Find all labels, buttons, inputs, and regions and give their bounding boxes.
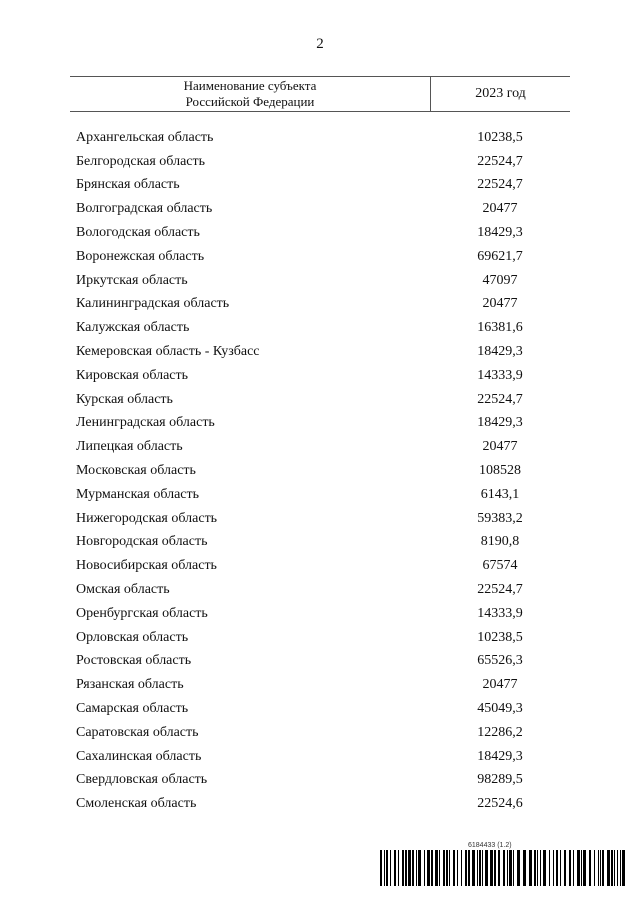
region-name: Архангельская область bbox=[76, 129, 214, 145]
table-row bbox=[76, 721, 570, 745]
table-row bbox=[76, 269, 570, 293]
table-row bbox=[76, 293, 570, 317]
region-value: 18429,3 bbox=[477, 748, 523, 764]
region-value: 16381,6 bbox=[477, 320, 523, 336]
header-name-line2: Российской Федерации bbox=[185, 94, 315, 109]
region-name: Новгородская область bbox=[76, 534, 208, 550]
region-value: 18429,3 bbox=[477, 225, 523, 241]
region-name: Омская область bbox=[76, 582, 170, 598]
region-value: 12286,2 bbox=[477, 724, 523, 740]
table-row bbox=[76, 412, 570, 436]
region-value: 59383,2 bbox=[477, 510, 523, 526]
table-row bbox=[76, 602, 570, 626]
table-row bbox=[76, 459, 570, 483]
region-value: 22524,7 bbox=[477, 153, 523, 169]
table-row bbox=[76, 531, 570, 555]
region-name: Брянская область bbox=[76, 177, 180, 193]
table-row bbox=[76, 483, 570, 507]
table-header bbox=[70, 76, 570, 112]
table-row bbox=[76, 388, 570, 412]
region-value: 20477 bbox=[482, 677, 518, 693]
table-row bbox=[76, 221, 570, 245]
region-name: Калужская область bbox=[76, 320, 190, 336]
table-row bbox=[76, 507, 570, 531]
region-name: Иркутская область bbox=[76, 272, 188, 288]
table-row bbox=[76, 435, 570, 459]
table-body bbox=[76, 126, 570, 816]
table-row bbox=[76, 578, 570, 602]
region-name: Ленинградская область bbox=[76, 415, 215, 431]
document-code: 6184433 (1.2) bbox=[468, 842, 512, 849]
region-name: Ростовская область bbox=[76, 653, 192, 669]
region-value: 20477 bbox=[482, 296, 518, 312]
region-name: Сахалинская область bbox=[76, 748, 202, 764]
region-name: Курская область bbox=[76, 391, 173, 407]
table-row bbox=[76, 745, 570, 769]
region-value: 47097 bbox=[482, 272, 518, 288]
region-name: Кировская область bbox=[76, 367, 189, 383]
barcode-icon bbox=[380, 850, 625, 886]
region-value: 98289,5 bbox=[477, 772, 523, 788]
region-name: Белгородская область bbox=[76, 153, 206, 169]
region-name: Саратовская область bbox=[76, 724, 199, 740]
region-value: 10238,5 bbox=[477, 129, 523, 145]
region-value: 14333,9 bbox=[477, 367, 523, 383]
table-row bbox=[76, 626, 570, 650]
table-row bbox=[76, 316, 570, 340]
table-row bbox=[76, 673, 570, 697]
region-name: Волгоградская область bbox=[76, 201, 213, 217]
region-name: Мурманская область bbox=[76, 486, 200, 502]
region-value: 6143,1 bbox=[480, 486, 520, 502]
table-row bbox=[76, 150, 570, 174]
region-value: 22524,7 bbox=[477, 177, 523, 193]
region-value: 14333,9 bbox=[477, 605, 523, 621]
region-name: Воронежская область bbox=[76, 248, 205, 264]
table-row bbox=[76, 792, 570, 816]
region-name: Свердловская область bbox=[76, 772, 208, 788]
table-row bbox=[76, 126, 570, 150]
header-name-line1: Наименование субъекта bbox=[183, 78, 317, 93]
table-row bbox=[76, 554, 570, 578]
region-name: Липецкая область bbox=[76, 439, 183, 455]
region-value: 22524,7 bbox=[477, 582, 523, 598]
region-name: Рязанская область bbox=[76, 677, 184, 693]
region-value: 10238,5 bbox=[477, 629, 523, 645]
region-name: Смоленская область bbox=[76, 796, 197, 812]
region-value: 18429,3 bbox=[477, 415, 523, 431]
region-value: 65526,3 bbox=[477, 653, 523, 669]
header-year: 2023 год bbox=[475, 86, 526, 101]
region-name: Орловская область bbox=[76, 629, 189, 645]
region-name: Калининградская область bbox=[76, 296, 230, 312]
region-value: 8190,8 bbox=[480, 534, 520, 550]
table-row bbox=[76, 197, 570, 221]
region-name: Оренбургская область bbox=[76, 605, 208, 621]
region-name: Вологодская область bbox=[76, 225, 200, 241]
region-value: 45049,3 bbox=[477, 701, 523, 717]
region-value: 20477 bbox=[482, 201, 518, 217]
region-value: 108528 bbox=[479, 463, 521, 479]
table-row bbox=[76, 697, 570, 721]
page-number: 2 bbox=[316, 36, 324, 52]
region-name: Самарская область bbox=[76, 701, 189, 717]
region-name: Нижегородская область bbox=[76, 510, 218, 526]
region-value: 69621,7 bbox=[477, 248, 523, 264]
header-region-name bbox=[70, 77, 431, 111]
region-value: 18429,3 bbox=[477, 344, 523, 360]
table-row bbox=[76, 245, 570, 269]
table-row bbox=[76, 340, 570, 364]
region-value: 20477 bbox=[482, 439, 518, 455]
region-name: Московская область bbox=[76, 463, 196, 479]
table-row bbox=[76, 769, 570, 793]
table-row bbox=[76, 364, 570, 388]
region-value: 22524,7 bbox=[477, 391, 523, 407]
region-value: 67574 bbox=[482, 558, 518, 574]
region-name: Новосибирская область bbox=[76, 558, 217, 574]
table-row bbox=[76, 650, 570, 674]
region-value: 22524,6 bbox=[477, 796, 523, 812]
region-name: Кемеровская область - Кузбасс bbox=[76, 344, 260, 360]
table-row bbox=[76, 174, 570, 198]
